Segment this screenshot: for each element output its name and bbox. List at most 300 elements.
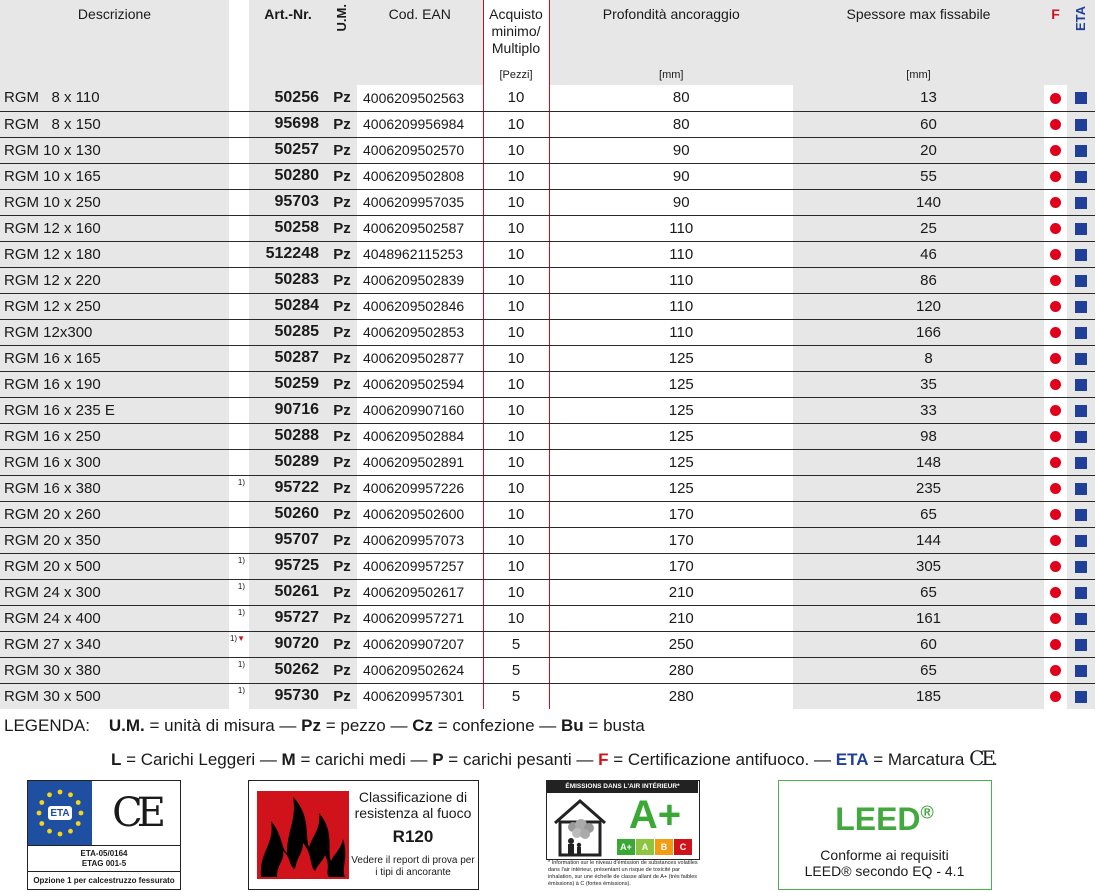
fire-cert-cell (1044, 683, 1067, 709)
fire-cert-cell (1044, 371, 1067, 397)
eta-cert-cell (1067, 501, 1095, 527)
eta-cert-cell (1067, 215, 1095, 241)
row-edge (1095, 605, 1101, 631)
row-article-number: 90716 (249, 397, 327, 423)
row-footnote (229, 319, 249, 345)
row-description: RGM 24 x 400 (0, 605, 229, 631)
eu-flag-icon (28, 781, 92, 845)
row-max-thickness: 35 (793, 371, 1044, 397)
row-min-qty: 10 (483, 371, 549, 397)
fire-cert-cell (1044, 397, 1067, 423)
row-footnote: 1) (229, 475, 249, 501)
row-unit: Pz (327, 371, 357, 397)
table-row (0, 215, 1101, 241)
row-footnote (229, 85, 249, 111)
row-footnote (229, 345, 249, 371)
red-dot-icon (1050, 119, 1061, 130)
row-article-number: 50289 (249, 449, 327, 475)
row-min-qty: 10 (483, 605, 549, 631)
row-anchor-depth: 170 (549, 553, 793, 579)
row-ean: 4006209957073 (357, 527, 483, 553)
eta-cert-cell (1067, 163, 1095, 189)
row-anchor-depth: 80 (549, 85, 793, 111)
table-row (0, 475, 1101, 501)
row-description: RGM 30 x 380 (0, 657, 229, 683)
row-footnote (229, 267, 249, 293)
table-row (0, 163, 1101, 189)
row-max-thickness: 140 (793, 189, 1044, 215)
scale-a-plus: A+ (617, 839, 635, 855)
row-edge (1095, 267, 1101, 293)
emission-note: * Information sur le niveau d'émission de substances volatiles dans l'air intérieur, présentant un risque de toxicité par inhalation, sur une échelle de classe allant de A+ (très faibles émissions) à C (fortes émissions). (548, 860, 698, 887)
blue-square-icon (1075, 379, 1087, 391)
row-footnote: 1) (229, 605, 249, 631)
row-edge (1095, 215, 1101, 241)
row-unit: Pz (327, 189, 357, 215)
row-unit: Pz (327, 475, 357, 501)
row-footnote (229, 371, 249, 397)
row-edge (1095, 345, 1101, 371)
row-description: RGM 16 x 380 (0, 475, 229, 501)
row-max-thickness: 8 (793, 345, 1044, 371)
row-description: RGM 8 x 110 (0, 85, 229, 111)
row-article-number: 50285 (249, 319, 327, 345)
fire-cert-cell (1044, 293, 1067, 319)
header-f: F (1044, 0, 1067, 85)
row-article-number: 95698 (249, 111, 327, 137)
row-anchor-depth: 280 (549, 657, 793, 683)
fire-cert-cell (1044, 163, 1067, 189)
row-unit: Pz (327, 423, 357, 449)
scale-b: B (655, 839, 673, 855)
emission-grade: A+ (628, 793, 682, 837)
row-edge (1095, 111, 1101, 137)
leed-text (779, 847, 990, 879)
eta-cert-cell (1067, 579, 1095, 605)
legend-l-key: L (111, 750, 122, 769)
row-unit: Pz (327, 345, 357, 371)
row-footnote (229, 137, 249, 163)
blue-square-icon (1075, 509, 1087, 521)
row-min-qty: 5 (483, 631, 549, 657)
row-max-thickness: 46 (793, 241, 1044, 267)
legend-bu-val: = busta (583, 716, 645, 735)
row-min-qty: 10 (483, 397, 549, 423)
red-dot-icon (1050, 301, 1061, 312)
eta-cert-cell (1067, 293, 1095, 319)
red-dot-icon (1050, 223, 1061, 234)
leed-reg: ® (920, 802, 934, 823)
blue-square-icon (1075, 639, 1087, 651)
row-ean: 4006209957035 (357, 189, 483, 215)
row-article-number: 50258 (249, 215, 327, 241)
emission-badge (546, 780, 700, 892)
eta-cert-cell (1067, 631, 1095, 657)
eta-cert-cell (1067, 189, 1095, 215)
fire-cert-cell (1044, 553, 1067, 579)
row-anchor-depth: 110 (549, 267, 793, 293)
row-max-thickness: 20 (793, 137, 1044, 163)
row-anchor-depth: 125 (549, 397, 793, 423)
row-unit: Pz (327, 241, 357, 267)
row-min-qty: 10 (483, 215, 549, 241)
eta-option: Opzione 1 per calcestruzzo fessurato (28, 871, 180, 889)
row-unit: Pz (327, 657, 357, 683)
header-edge (1095, 0, 1101, 85)
row-ean: 4006209907160 (357, 397, 483, 423)
row-ean: 4006209957301 (357, 683, 483, 709)
row-edge (1095, 319, 1101, 345)
row-description: RGM 10 x 165 (0, 163, 229, 189)
fire-cert-cell (1044, 605, 1067, 631)
row-anchor-depth: 110 (549, 241, 793, 267)
row-article-number: 95730 (249, 683, 327, 709)
row-min-qty: 10 (483, 345, 549, 371)
eta-cert-cell (1067, 605, 1095, 631)
red-dot-icon (1050, 431, 1061, 442)
fire-cert-cell (1044, 475, 1067, 501)
row-ean: 4006209502808 (357, 163, 483, 189)
red-dot-icon (1050, 691, 1061, 702)
row-footnote (229, 215, 249, 241)
row-max-thickness: 86 (793, 267, 1044, 293)
emission-scale (617, 839, 693, 855)
leed-badge (778, 780, 992, 890)
red-dot-icon (1050, 665, 1061, 676)
row-unit: Pz (327, 501, 357, 527)
row-min-qty: 10 (483, 553, 549, 579)
eta-cert-cell (1067, 423, 1095, 449)
row-article-number: 50287 (249, 345, 327, 371)
row-anchor-depth: 170 (549, 501, 793, 527)
blue-square-icon (1075, 613, 1087, 625)
row-description: RGM 10 x 250 (0, 189, 229, 215)
fire-cert-cell (1044, 631, 1067, 657)
eta-codes (28, 845, 180, 871)
row-anchor-depth: 125 (549, 345, 793, 371)
row-edge (1095, 475, 1101, 501)
row-unit: Pz (327, 137, 357, 163)
table-row (0, 345, 1101, 371)
row-description: RGM 30 x 500 (0, 683, 229, 709)
red-dot-icon (1050, 379, 1061, 390)
row-footnote (229, 163, 249, 189)
row-ean: 4048962115253 (357, 241, 483, 267)
row-min-qty: 10 (483, 163, 549, 189)
row-footnote (229, 423, 249, 449)
row-anchor-depth: 210 (549, 605, 793, 631)
row-ean: 4006209957271 (357, 605, 483, 631)
row-unit: Pz (327, 163, 357, 189)
table-row (0, 449, 1101, 475)
row-article-number: 50256 (249, 85, 327, 111)
row-max-thickness: 60 (793, 631, 1044, 657)
fire-cert-cell (1044, 423, 1067, 449)
eta-flag-label: ETA (50, 807, 70, 819)
row-max-thickness: 235 (793, 475, 1044, 501)
row-description: RGM 16 x 190 (0, 371, 229, 397)
header-acquisto: Acquisto minimo/ Multiplo [Pezzi] (483, 0, 549, 85)
row-footnote (229, 241, 249, 267)
legend-cz-val: = confezione — (432, 716, 562, 735)
blue-square-icon (1075, 665, 1087, 677)
row-unit: Pz (327, 293, 357, 319)
table-row (0, 189, 1101, 215)
row-ean: 4006209502587 (357, 215, 483, 241)
row-min-qty: 10 (483, 501, 549, 527)
row-description: RGM 16 x 165 (0, 345, 229, 371)
leed-line-2: LEED® secondo EQ - 4.1 (804, 863, 965, 879)
row-edge (1095, 657, 1101, 683)
legend-um-val: = unità di misura — (144, 716, 302, 735)
row-article-number: 512248 (249, 241, 327, 267)
row-article-number: 95727 (249, 605, 327, 631)
row-unit: Pz (327, 631, 357, 657)
row-article-number: 50257 (249, 137, 327, 163)
row-anchor-depth: 90 (549, 163, 793, 189)
red-dot-icon (1050, 197, 1061, 208)
table-row (0, 579, 1101, 605)
table-row (0, 605, 1101, 631)
row-article-number: 90720 (249, 631, 327, 657)
blue-square-icon (1075, 431, 1087, 443)
red-dot-icon (1050, 561, 1061, 572)
row-min-qty: 10 (483, 293, 549, 319)
row-article-number: 95722 (249, 475, 327, 501)
row-unit: Pz (327, 85, 357, 111)
fire-cert-cell (1044, 85, 1067, 111)
header-um: U.M. (327, 0, 357, 85)
legend-f-val: = Certificazione antifuoco. — (608, 750, 836, 769)
eta-cert-cell (1067, 449, 1095, 475)
row-edge (1095, 85, 1101, 111)
eta-code-1: ETA-05/0164 (80, 849, 128, 858)
row-edge (1095, 293, 1101, 319)
row-article-number: 95707 (249, 527, 327, 553)
legend-end: . (993, 750, 998, 769)
row-ean: 4006209502846 (357, 293, 483, 319)
row-description: RGM 16 x 300 (0, 449, 229, 475)
row-article-number: 50260 (249, 501, 327, 527)
header-row (0, 0, 1101, 85)
row-anchor-depth: 90 (549, 189, 793, 215)
row-edge (1095, 189, 1101, 215)
row-anchor-depth: 110 (549, 215, 793, 241)
legend-eta-val: = Marcatura (868, 750, 970, 769)
row-anchor-depth: 250 (549, 631, 793, 657)
eta-cert-cell (1067, 475, 1095, 501)
table-row (0, 683, 1101, 709)
legend-m-key: M (281, 750, 296, 769)
row-edge (1095, 137, 1101, 163)
row-ean: 4006209502891 (357, 449, 483, 475)
blue-square-icon (1075, 223, 1087, 235)
row-min-qty: 10 (483, 137, 549, 163)
row-ean: 4006209502624 (357, 657, 483, 683)
table-row (0, 293, 1101, 319)
fire-cert-cell (1044, 137, 1067, 163)
row-unit: Pz (327, 449, 357, 475)
table-row (0, 137, 1101, 163)
eta-cert-cell (1067, 137, 1095, 163)
row-ean: 4006209502594 (357, 371, 483, 397)
row-unit: Pz (327, 579, 357, 605)
blue-square-icon (1075, 405, 1087, 417)
row-footnote: 1) (229, 657, 249, 683)
row-footnote (229, 293, 249, 319)
row-ean: 4006209502877 (357, 345, 483, 371)
red-dot-icon (1050, 275, 1061, 286)
scale-a: A (636, 839, 654, 855)
row-edge (1095, 163, 1101, 189)
row-description: RGM 12 x 180 (0, 241, 229, 267)
fire-rating: R120 (392, 827, 434, 846)
table-row (0, 423, 1101, 449)
leed-logo (779, 801, 990, 838)
row-description: RGM 16 x 235 E (0, 397, 229, 423)
table-row (0, 553, 1101, 579)
blue-square-icon (1075, 561, 1087, 573)
header-art-nr: Art.-Nr. (249, 0, 327, 85)
blue-square-icon (1075, 249, 1087, 261)
ce-mark-icon: CE (969, 746, 994, 770)
row-edge (1095, 501, 1101, 527)
row-anchor-depth: 125 (549, 371, 793, 397)
row-article-number: 50259 (249, 371, 327, 397)
legend-row-1 (4, 716, 645, 736)
row-edge (1095, 527, 1101, 553)
header-descrizione: Descrizione (0, 0, 229, 85)
row-min-qty: 10 (483, 449, 549, 475)
row-anchor-depth: 125 (549, 475, 793, 501)
fire-cert-cell (1044, 345, 1067, 371)
blue-square-icon (1075, 457, 1087, 469)
blue-square-icon (1075, 171, 1087, 183)
header-gap (229, 0, 249, 85)
eta-cert-cell (1067, 241, 1095, 267)
row-edge (1095, 241, 1101, 267)
row-min-qty: 10 (483, 189, 549, 215)
fire-cert-cell (1044, 449, 1067, 475)
row-ean: 4006209502884 (357, 423, 483, 449)
eta-cert-cell (1067, 371, 1095, 397)
eta-ce-badge (27, 780, 181, 890)
row-max-thickness: 161 (793, 605, 1044, 631)
row-unit: Pz (327, 683, 357, 709)
house-icon (551, 797, 609, 857)
row-anchor-depth: 125 (549, 449, 793, 475)
fire-cert-cell (1044, 241, 1067, 267)
header-profondita: Profondità ancoraggio [mm] (549, 0, 793, 85)
legend-cz-key: Cz (412, 716, 433, 735)
row-edge (1095, 371, 1101, 397)
fire-title: Classificazione di resistenza al fuoco (354, 789, 472, 821)
row-unit: Pz (327, 553, 357, 579)
row-edge (1095, 423, 1101, 449)
row-article-number: 50280 (249, 163, 327, 189)
blue-square-icon (1075, 535, 1087, 547)
legend-eta-key: ETA (835, 750, 869, 769)
red-dot-icon (1050, 405, 1061, 416)
row-article-number: 50261 (249, 579, 327, 605)
row-max-thickness: 120 (793, 293, 1044, 319)
row-ean: 4006209502600 (357, 501, 483, 527)
table-row (0, 319, 1101, 345)
legend-um-key: U.M. (108, 716, 145, 735)
row-description: RGM 12x300 (0, 319, 229, 345)
row-max-thickness: 65 (793, 501, 1044, 527)
row-description: RGM 12 x 160 (0, 215, 229, 241)
row-max-thickness: 60 (793, 111, 1044, 137)
flame-icon (257, 791, 349, 879)
eta-cert-cell (1067, 553, 1095, 579)
legend-p-key: P (432, 750, 444, 769)
blue-square-icon (1075, 587, 1087, 599)
table-row (0, 397, 1101, 423)
blue-square-icon (1075, 691, 1087, 703)
eta-cert-cell (1067, 319, 1095, 345)
row-unit: Pz (327, 605, 357, 631)
blue-square-icon (1075, 197, 1087, 209)
fire-cert-cell (1044, 189, 1067, 215)
legend-p-val: = carichi pesanti — (443, 750, 599, 769)
legend-m-val: = carichi medi — (295, 750, 433, 769)
blue-square-icon (1075, 353, 1087, 365)
eta-cert-cell (1067, 397, 1095, 423)
header-eta: ETA (1067, 0, 1095, 85)
row-description: RGM 27 x 340 (0, 631, 229, 657)
row-ean: 4006209502839 (357, 267, 483, 293)
fire-cert-cell (1044, 527, 1067, 553)
red-dot-icon (1050, 353, 1061, 364)
row-footnote (229, 449, 249, 475)
table-row (0, 371, 1101, 397)
red-dot-icon (1050, 535, 1061, 546)
legend-row-2 (111, 746, 998, 770)
red-dot-icon (1050, 327, 1061, 338)
row-edge (1095, 579, 1101, 605)
emission-header: ÉMISSIONS DANS L'AIR INTÉRIEUR* (547, 781, 698, 793)
leed-logo-text: LEED (835, 801, 921, 837)
legend-bu-key: Bu (561, 716, 584, 735)
table-row (0, 657, 1101, 683)
row-unit: Pz (327, 111, 357, 137)
row-min-qty: 10 (483, 579, 549, 605)
row-ean: 4006209956984 (357, 111, 483, 137)
row-max-thickness: 144 (793, 527, 1044, 553)
eta-cert-cell (1067, 345, 1095, 371)
row-max-thickness: 25 (793, 215, 1044, 241)
row-max-thickness: 65 (793, 579, 1044, 605)
red-dot-icon (1050, 587, 1061, 598)
row-footnote (229, 527, 249, 553)
table-row (0, 241, 1101, 267)
row-anchor-depth: 90 (549, 137, 793, 163)
red-dot-icon (1050, 639, 1061, 650)
row-ean: 4006209502563 (357, 85, 483, 111)
row-article-number: 50283 (249, 267, 327, 293)
row-min-qty: 10 (483, 111, 549, 137)
eta-cert-cell (1067, 683, 1095, 709)
blue-square-icon (1075, 119, 1087, 131)
scale-c: C (674, 839, 692, 855)
row-min-qty: 5 (483, 683, 549, 709)
row-description: RGM 12 x 220 (0, 267, 229, 293)
row-min-qty: 10 (483, 475, 549, 501)
row-description: RGM 20 x 350 (0, 527, 229, 553)
table-row (0, 267, 1101, 293)
blue-square-icon (1075, 327, 1087, 339)
